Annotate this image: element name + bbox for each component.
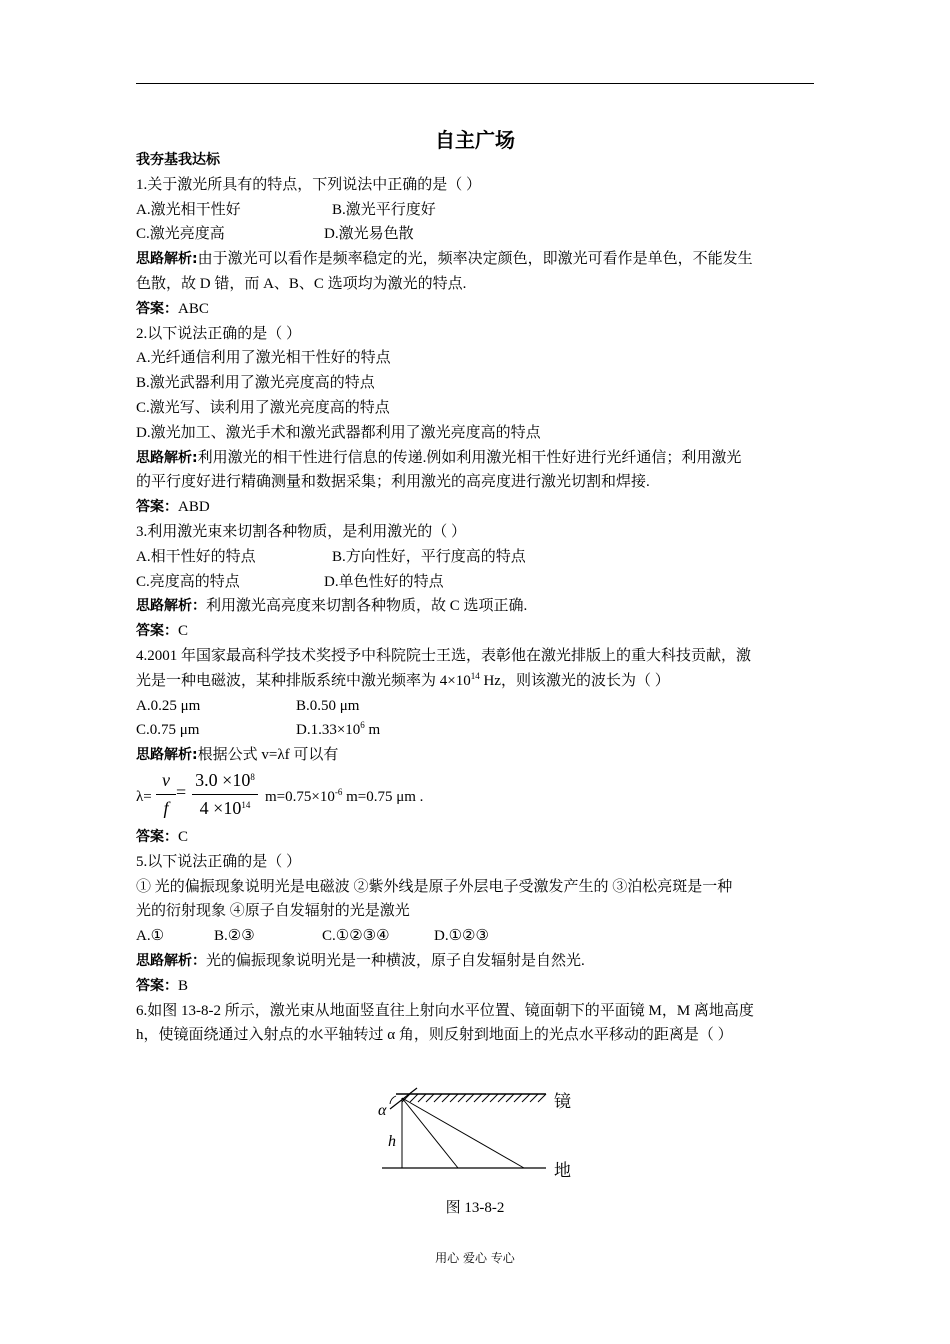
header-rule — [136, 83, 814, 84]
page-title: 自主广场 — [435, 128, 515, 152]
q1-analysis: 思路解析:由于激光可以看作是频率稳定的光，频率决定颜色，即激光可看作是单色，不能发生 — [136, 251, 753, 268]
formula-denominator-base: 4 ×10 — [199, 797, 242, 818]
q4-option-d — [296, 718, 380, 743]
mirror-hatching — [402, 1094, 546, 1102]
q1-answer-value: ABC — [178, 300, 209, 317]
q4-answer-value: C — [178, 828, 189, 845]
q4-answer — [136, 825, 816, 850]
answer-label: 答案： — [136, 499, 178, 516]
analysis-label: 思路解析 — [136, 251, 192, 268]
content — [136, 148, 816, 1048]
q2-option-c: C.激光写、读利用了激光亮度高的特点 — [136, 399, 390, 416]
q4-options-cd — [136, 718, 816, 743]
q2-answer-value: ABD — [178, 499, 210, 516]
q1-option-b: B.激光平行度好 — [332, 201, 436, 218]
q4-option-c: C.0.75 μm — [136, 722, 200, 739]
alpha-label: α — [378, 1102, 387, 1119]
q2-answer — [136, 495, 816, 520]
h-label: h — [388, 1133, 396, 1150]
q3-analysis-text-1: 利用激光高亮度来切割各种物质，故 C 选项正确. — [206, 598, 528, 615]
formula-denominator-exponent: 14 — [241, 799, 251, 810]
q4-formula — [136, 768, 816, 825]
q5-body-1: ① 光的偏振现象说明光是电磁波 ②紫外线是原子外层电子受激发产生的 ③泊松亮斑是一种 — [136, 878, 733, 895]
q5-analysis: 思路解析：光的偏振现象说明光是一种横波，原子自发辐射是自然光. — [136, 952, 585, 969]
reflected-beam-2 — [402, 1098, 524, 1168]
q2-analysis-text-1: 利用激光的相干性进行信息的传递.例如利用激光相干性好进行光纤通信；利用激光 — [197, 449, 742, 466]
q3-option-b: B.方向性好，平行度高的特点 — [332, 548, 526, 565]
q5-analysis-text-1: 光的偏振现象说明光是一种横波，原子自发辐射是自然光. — [206, 952, 585, 969]
answer-label: 答案： — [136, 977, 178, 994]
q3-analysis: 思路解析：利用激光高亮度来切割各种物质，故 C 选项正确. — [136, 598, 528, 615]
answer-label: 答案： — [136, 300, 178, 317]
formula-result-text: m=0.75×10 — [265, 788, 335, 805]
q2-analysis-text-2: 的平行度好进行精确测量和数据采集；利用激光的高亮度进行激光切割和焊接. — [136, 474, 650, 491]
formula-equals: = — [176, 781, 187, 802]
q5-option-b: B.②③ — [214, 928, 255, 945]
q3-options-cd — [136, 570, 816, 595]
q6-stem-2: h，使镜面绕通过入射点的水平轴转过 α 角，则反射到地面上的光点水平移动的距离是（ ） — [136, 1027, 733, 1044]
formula-fraction-v-over-f — [156, 768, 176, 820]
formula-numerator-exponent: 8 — [250, 771, 255, 782]
answer-label: 答案： — [136, 828, 178, 845]
q1-option-c: C.激光亮度高 — [136, 226, 225, 243]
q1-analysis-text-1: 由于激光可以看作是频率稳定的光，频率决定颜色，即激光可看作是单色，不能发生 — [197, 251, 753, 268]
formula-fraction-value — [192, 768, 258, 820]
formula-result-tail: m=0.75 μm . — [342, 788, 424, 805]
formula-result — [265, 785, 423, 809]
mirror-label: 镜 — [554, 1092, 571, 1112]
mirror-diagram — [372, 1086, 582, 1182]
q3-options-ab — [136, 545, 816, 570]
q5-body-2: 光的衍射现象 ④原子自发辐射的光是激光 — [136, 903, 410, 920]
q1-stem: 1.关于激光所具有的特点，下列说法中正确的是（ ） — [136, 176, 482, 193]
page-footer: 用心 爱心 专心 — [435, 1251, 515, 1265]
q3-answer — [136, 619, 816, 644]
q1-options-ab — [136, 198, 816, 223]
q5-option-a: A.① — [136, 928, 165, 945]
q1-analysis-text-2: 色散，故 D 错，而 A、B、C 选项均为激光的特点. — [136, 275, 467, 292]
q4-options-ab — [136, 694, 816, 719]
q4-stem-2-text: 光是一种电磁波，某种排版系统中激光频率为 4×10 — [136, 672, 471, 689]
formula-f: f — [163, 797, 169, 818]
formula-lambda: λ= — [136, 788, 152, 805]
q4-stem-2-tail: Hz，则该激光的波长为（ ） — [479, 672, 670, 689]
q4-stem-1: 4.2001 年国家最高科学技术奖授予中科院院士王选，表彰他在激光排版上的重大科技贡献，激 — [136, 647, 752, 664]
formula-numerator-base: 3.0 ×10 — [195, 769, 251, 790]
q5-option-c: C.①②③④ — [322, 928, 390, 945]
q2-option-b: B.激光武器利用了激光亮度高的特点 — [136, 375, 375, 392]
q4-analysis: 思路解析:根据公式 v=λf 可以有 — [136, 747, 339, 764]
answer-label: 答案： — [136, 623, 178, 640]
q4-analysis-text-1: 根据公式 v=λf 可以有 — [197, 747, 339, 764]
q4-stem-2-exponent: 14 — [470, 670, 480, 681]
reflected-beam-1 — [402, 1098, 458, 1168]
q4-option-d-exponent: 6 — [360, 720, 365, 731]
analysis-label: 思路解析 — [136, 449, 192, 466]
q5-stem: 5.以下说法正确的是（ ） — [136, 853, 302, 870]
q1-options-cd — [136, 222, 816, 247]
formula-result-exponent: -6 — [334, 786, 343, 797]
formula-denominator — [192, 796, 258, 820]
q4-option-d-text: D.1.33×10 — [296, 722, 361, 739]
q4-option-d-unit: m — [364, 722, 381, 739]
angle-arc — [390, 1096, 396, 1104]
q2-option-a: A.光纤通信利用了激光相干性好的特点 — [136, 350, 391, 367]
q5-answer — [136, 974, 816, 999]
q3-answer-value: C — [178, 623, 189, 640]
q2-analysis: 思路解析:利用激光的相干性进行信息的传递.例如利用激光相干性好进行光纤通信；利用激光 — [136, 449, 742, 466]
q2-option-d: D.激光加工、激光手术和激光武器都利用了激光亮度高的特点 — [136, 424, 541, 441]
q6-stem-1: 6.如图 13-8-2 所示，激光束从地面竖直往上射向水平位置、镜面朝下的平面镜 M，M 离地高度 — [136, 1002, 754, 1019]
formula-v: v — [162, 769, 170, 790]
formula-numerator — [192, 768, 258, 792]
analysis-label: 思路解析 — [136, 952, 192, 969]
q1-option-d: D.激光易色散 — [324, 226, 414, 243]
q2-stem: 2.以下说法正确的是（ ） — [136, 325, 302, 342]
q4-stem-2 — [136, 669, 816, 694]
q3-stem: 3.利用激光束来切割各种物质，是利用激光的（ ） — [136, 523, 467, 540]
q5-options — [136, 924, 816, 949]
q4-option-b: B.0.50 μm — [296, 697, 360, 714]
q3-option-c: C.亮度高的特点 — [136, 573, 240, 590]
q5-answer-value: B — [178, 977, 189, 994]
q1-option-a: A.激光相干性好 — [136, 201, 241, 218]
q3-option-d: D.单色性好的特点 — [324, 573, 444, 590]
q5-option-d: D.①②③ — [434, 928, 489, 945]
q1-answer — [136, 297, 816, 322]
section-heading: 我夯基我达标 — [136, 152, 220, 168]
analysis-label: 思路解析 — [136, 598, 192, 615]
ground-label: 地 — [554, 1161, 571, 1181]
figure-caption: 图 13-8-2 — [445, 1200, 505, 1216]
q3-option-a: A.相干性好的特点 — [136, 548, 256, 565]
q4-option-a: A.0.25 μm — [136, 697, 201, 714]
analysis-label: 思路解析 — [136, 747, 192, 764]
